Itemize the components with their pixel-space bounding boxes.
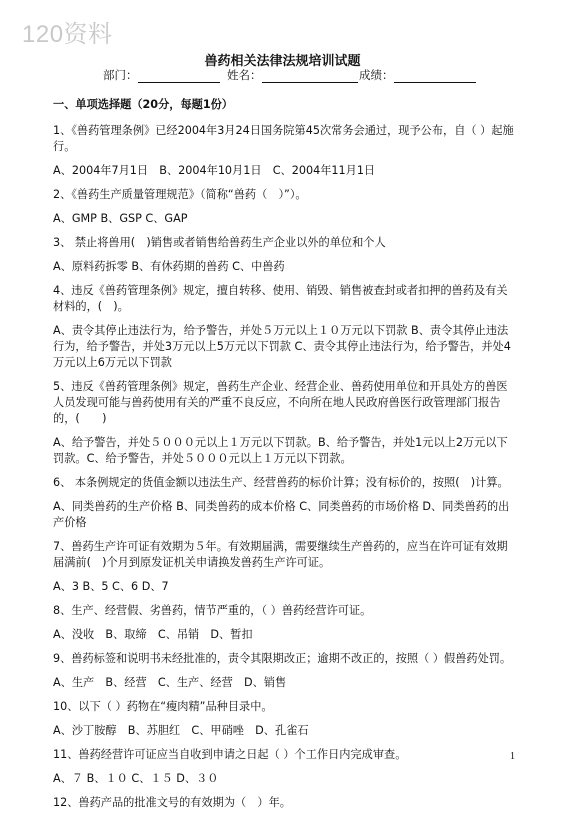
options-9: A、生产 B、经营 C、生产、经营 D、销售 — [53, 676, 287, 689]
question-list — [53, 97, 517, 819]
options-2: A、GMP B、GSP C、GAP — [53, 212, 188, 225]
page-number: 1 — [510, 751, 515, 762]
question-12: 12、兽药产品的批准文号的有效期为（ ）年。 — [53, 796, 291, 809]
dept-blank — [138, 70, 220, 83]
question-10: 10、以下（ ）药物在“瘦肉精”品种目录中。 — [53, 700, 273, 713]
question-3: 3、 禁止将兽用( )销售或者销售给兽药生产企业以外的单位和个人 — [53, 236, 386, 249]
dept-label: 部门： — [103, 68, 138, 82]
question-8: 8、生产、经营假、劣兽药，情节严重的，（ ）兽药经营许可证。 — [53, 604, 372, 617]
options-8: A、没收 B、取缔 C、吊销 D、暂扣 — [53, 628, 253, 641]
options-5: A、给予警告，并处５０００元以上１万元以下罚款。B、给予警告，并处1元以上2万元以下罚款。C、给予警告，并处５０００元以上１万元以下罚款。 — [53, 436, 508, 465]
question-6: 6、 本条例规定的货值金额以违法生产、经营兽药的标价计算；没有标价的，按照( )计算。 — [53, 476, 509, 489]
question-9: 9、兽药标签和说明书未经批准的，责令其限期改正；逾期不改正的，按照（ ）假兽药处罚。 — [53, 652, 512, 665]
dept-field — [103, 67, 220, 83]
name-blank — [262, 70, 358, 83]
options-1: A、2004年7月1日 B、2004年10月1日 C、2004年11月1日 — [53, 164, 376, 177]
name-label: 姓名： — [227, 68, 262, 82]
question-5: 5、违反《兽药管理条例》规定，兽药生产企业、经营企业、兽药使用单位和开具处方的兽医人员发现可能与兽药使用有关的严重不良反应，不向所在地人民政府兽医行政管理部门报告的，( ) — [53, 380, 508, 425]
score-label: 成绩： — [359, 68, 394, 82]
name-field — [227, 67, 358, 83]
question-7: 7、兽药生产许可证有效期为５年。有效期届满，需要继续生产兽药的，应当在许可证有效期届满前( )个月到原发证机关申请换发兽药生产许可证。 — [53, 540, 508, 569]
options-7: A、3 B、5 C、6 D、7 — [53, 580, 169, 593]
question-4: 4、违反《兽药管理条例》规定，擅自转移、使用、销毁、销售被查封或者扣押的兽药及有关材料的，( )。 — [53, 284, 508, 313]
options-10: A、沙丁胺醇 B、苏胆红 C、甲硝唑 D、孔雀石 — [53, 724, 309, 737]
document-title: 兽药相关法律法规培训试题 — [204, 54, 361, 69]
score-blank — [394, 70, 476, 83]
score-field — [359, 67, 476, 83]
watermark: 120资料 — [22, 21, 113, 48]
options-3: A、原料药拆零 B、有休药期的兽药 C、中兽药 — [53, 260, 285, 273]
options-6: A、同类兽药的生产价格 B、同类兽药的成本价格 C、同类兽药的市场价格 D、同类兽药的出产价格 — [53, 500, 510, 529]
question-1: 1、《兽药管理条例》已经2004年3月24日国务院第45次常务会通过，现予公布，自（ ）起施行。 — [53, 124, 514, 153]
options-11: A、７ B、１０ C、１５ D、３０ — [53, 772, 219, 785]
question-11: 11、兽药经营许可证应当自收到申请之日起（ ）个工作日内完成审查。 — [53, 748, 407, 761]
section-heading: 一、单项选择题（20分，每题1份） — [53, 98, 233, 111]
options-4: A、责令其停止违法行为，给予警告，并处５万元以上１０万元以下罚款 B、责令其停止违法行为，给予警告，并处3万元以上5万元以下罚款 C、责令其停止违法行为，给予警告，并处4万元以上6万元以下罚款 — [53, 324, 511, 369]
question-2: 2、《兽药生产质量管理规范》（简称“兽药（ ）”）。 — [53, 188, 307, 201]
